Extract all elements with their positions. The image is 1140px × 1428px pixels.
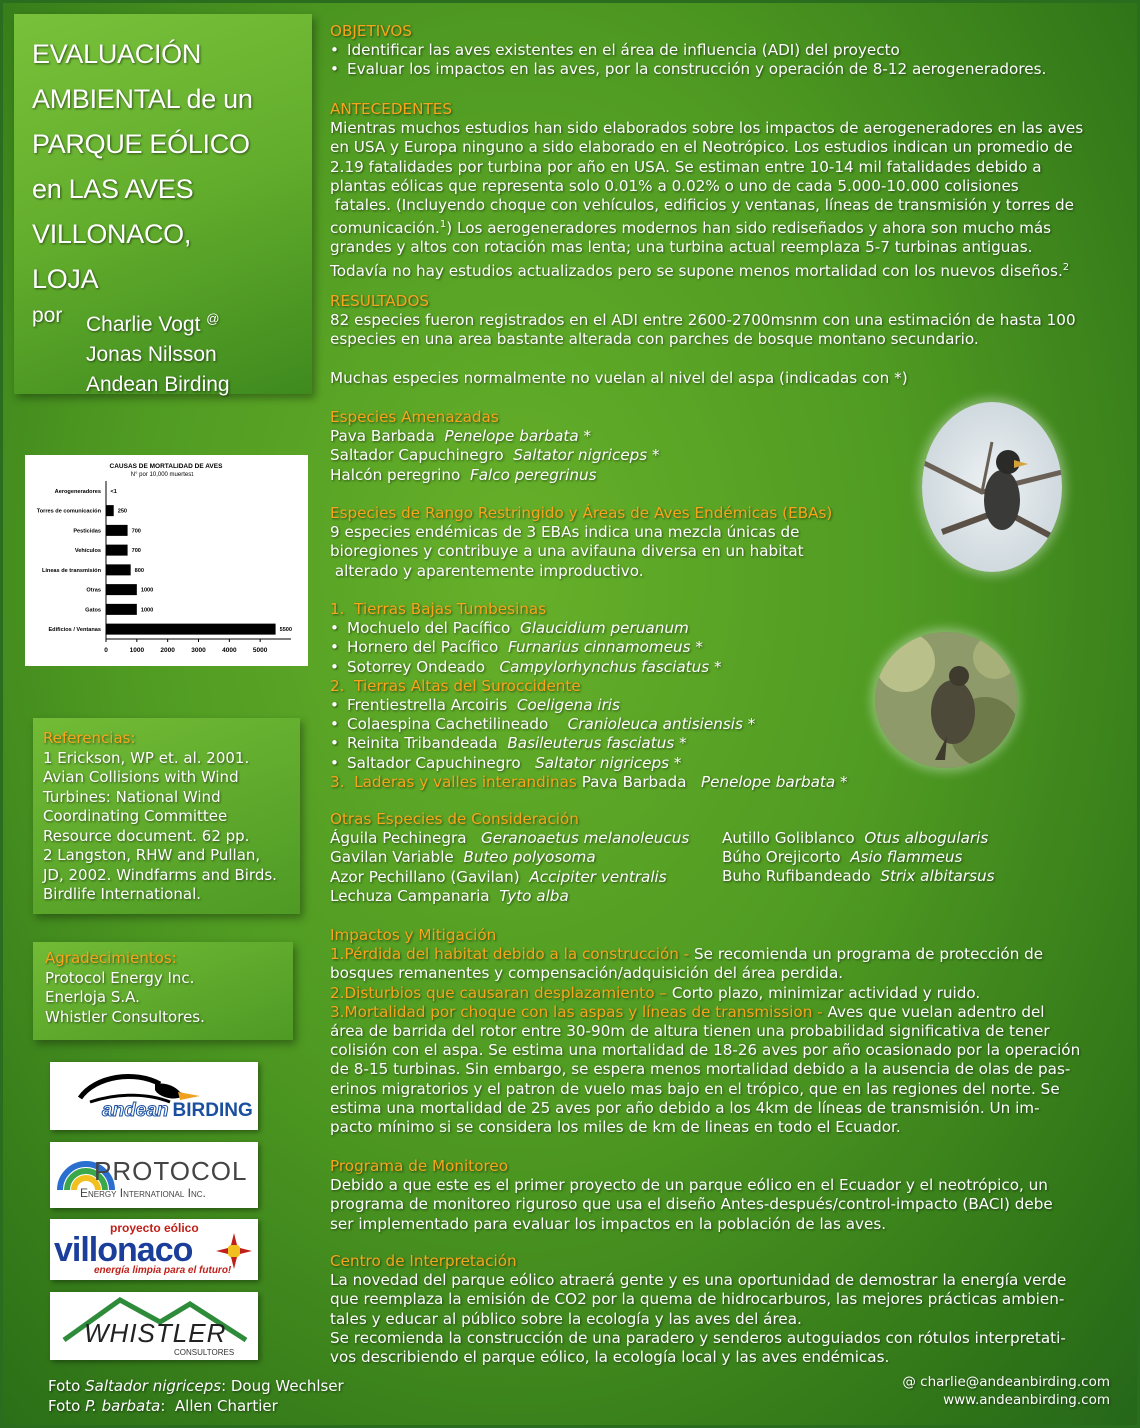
species-common: Azor Pechillano (Gavilan) bbox=[330, 867, 520, 886]
villonaco-logo bbox=[50, 1219, 258, 1280]
paragraph-fragment: Todavía no hay estudios actualizados pero se supone menos mortalidad con los nuevos diseños. bbox=[330, 261, 1063, 280]
acknowledgement-line: Enerloja S.A. bbox=[45, 988, 140, 1006]
bird-photo-saltador-image bbox=[922, 402, 1062, 572]
objectives-section bbox=[330, 22, 1046, 80]
author-name: Andean Birding bbox=[86, 373, 230, 396]
chart-bar bbox=[106, 564, 131, 575]
reference-line: Resource document. 62 pp. bbox=[43, 826, 250, 845]
species-scientific: Penelope barbata * bbox=[700, 772, 848, 791]
acknowledgements-heading: Agradecimientos: bbox=[45, 949, 177, 967]
impact-heading: 1.Pérdida del habitat debido a la construcción - bbox=[330, 945, 695, 964]
species-scientific: Strix albitarsus bbox=[880, 867, 995, 886]
credit-label: Foto bbox=[48, 1377, 81, 1395]
credit-author: : Allen Chartier bbox=[160, 1397, 278, 1415]
species-scientific: Accipiter ventralis bbox=[529, 867, 667, 886]
paragraph-line: grandes y altos con rotación mas lenta; una turbina actual reemplaza 5-7 turbinas antiguas. bbox=[330, 238, 1033, 257]
photo-credit bbox=[48, 1376, 344, 1396]
title-line: en LAS AVES bbox=[32, 174, 194, 204]
chart-category-label: Pesticidas bbox=[73, 528, 101, 535]
contact-info bbox=[902, 1373, 1110, 1409]
paragraph-line: tales y educar al público sobre la ecología y las aves del área. bbox=[330, 1309, 802, 1328]
chart-bar bbox=[106, 545, 128, 556]
whistler-logo bbox=[50, 1292, 258, 1360]
species-item bbox=[330, 829, 689, 848]
paragraph-line: Debido a que este es el primer proyecto de un parque eólico en el Ecuador y el neotrópico, un bbox=[330, 1176, 1048, 1195]
mortality-chart bbox=[25, 455, 308, 666]
paragraph-line: Mientras muchos estudios han sido elaborados sobre los impactos de aerogeneradores en las aves bbox=[330, 119, 1084, 138]
eba-heading: 1. Tierras Bajas Tumbesinas bbox=[330, 600, 547, 618]
species-item bbox=[330, 619, 848, 638]
chart-data-label: 800 bbox=[134, 567, 145, 574]
logo-text-villonaco: villonaco bbox=[54, 1231, 193, 1269]
eba-heading: 2. Tierras Altas del Suroccidente bbox=[330, 676, 581, 695]
paragraph-line bbox=[330, 984, 1080, 1003]
other-species-section bbox=[330, 810, 689, 906]
restricted-range-section bbox=[330, 504, 832, 581]
chart-data-label: <1 bbox=[110, 488, 117, 495]
reference-line: Turbines: National Wind bbox=[43, 787, 221, 806]
chart-x-tick-label: 5000 bbox=[252, 647, 268, 654]
paragraph-line bbox=[330, 215, 1083, 238]
other-species-right-column bbox=[722, 829, 995, 887]
mortality-chart-svg bbox=[25, 455, 308, 666]
species-item bbox=[722, 867, 995, 886]
paragraph-line: estima una mortalidad de 25 aves por año debido a los 4km de líneas de transmisión. Un im- bbox=[330, 1098, 1040, 1117]
logo-text-proyecto: proyecto eólico bbox=[110, 1221, 199, 1235]
title-line: LOJA bbox=[32, 264, 99, 294]
section-heading: Impactos y Mitigación bbox=[330, 926, 497, 944]
species-scientific: Buteo polyosoma bbox=[463, 848, 596, 867]
impact-heading: 2.Disturbios que causaran desplazamiento – bbox=[330, 983, 672, 1002]
chart-x-tick-label: 3000 bbox=[191, 647, 206, 654]
title-line: PARQUE EÓLICO bbox=[32, 129, 250, 159]
section-heading: Otras Especies de Consideración bbox=[330, 810, 579, 828]
andean-birding-logo bbox=[50, 1062, 258, 1130]
photo-credits bbox=[48, 1376, 344, 1416]
logo-slogan: energía limpia para el futuro! bbox=[94, 1265, 232, 1276]
section-heading: Programa de Monitoreo bbox=[330, 1157, 509, 1175]
species-common: Águila Pechinegra bbox=[330, 829, 467, 848]
paragraph-line bbox=[330, 1003, 1080, 1022]
chart-subtitle: N° por 10,000 muertes bbox=[130, 472, 192, 478]
chart-category-label: Otras bbox=[86, 587, 101, 594]
species-scientific: Campylorhynchus fasciatus * bbox=[499, 657, 722, 676]
threatened-species-section bbox=[330, 408, 660, 485]
paragraph-line: alterado y aparentemente improductivo. bbox=[330, 561, 644, 580]
credit-author: : Doug Wechlser bbox=[221, 1377, 344, 1395]
paragraph-line: de 8-15 turbinas. Sin embargo, se espera menos mortalidad debido a la ausencia de olas de pas- bbox=[330, 1060, 1071, 1079]
species-scientific: Geranoaetus melanoleucus bbox=[481, 829, 690, 848]
paragraph-line: Se recomienda la construcción de una paradero y senderos autoguiados con rótulos interpretati- bbox=[330, 1328, 1066, 1347]
title-line: AMBIENTAL de un bbox=[32, 84, 253, 114]
chart-data-label: 1000 bbox=[140, 607, 154, 614]
paragraph-line: pacto mínimo si se considera los miles de km de lineas en todo el Ecuador. bbox=[330, 1118, 901, 1137]
paragraph-line bbox=[330, 945, 1080, 964]
species-scientific: Tyto alba bbox=[499, 886, 569, 905]
species-item bbox=[330, 773, 848, 792]
species-scientific: Asio flammeus bbox=[850, 848, 963, 867]
reference-line: Avian Collisions with Wind bbox=[43, 768, 239, 786]
acknowledgements-box bbox=[33, 942, 293, 1040]
credit-species: P. barbata bbox=[85, 1397, 161, 1415]
objective-item: • Identificar las aves existentes en el área de influencia (ADI) del proyecto bbox=[330, 41, 1046, 60]
paragraph-line bbox=[330, 258, 1083, 281]
paragraph-line: vos describiendo el parque eólico, la ecología local y las aves endémicas. bbox=[330, 1348, 890, 1367]
species-common: Saltador Capuchinegro bbox=[347, 753, 521, 772]
chart-data-label: 700 bbox=[131, 548, 141, 555]
objective-item: • Evaluar los impactos en las aves, por la construcción y operación de 8-12 aerogeneradores. bbox=[330, 60, 1046, 79]
byline bbox=[32, 304, 312, 400]
species-scientific: Coeligena iris bbox=[516, 696, 620, 715]
chart-bar bbox=[106, 505, 114, 516]
species-scientific: Falco peregrinus bbox=[469, 465, 597, 484]
section-heading: Especies Amenazadas bbox=[330, 408, 499, 426]
species-item bbox=[330, 734, 848, 753]
bird-photo-pava-image bbox=[875, 632, 1017, 768]
paragraph-line: La novedad del parque eólico atraerá gente y es una oportunidad de demostrar la energía verde bbox=[330, 1271, 1067, 1290]
paragraph-line: programa de monitoreo riguroso que usa el diseño Antes-después/control-impacto (BACI) debe bbox=[330, 1195, 1053, 1214]
reference-line: JD, 2002. Windfarms and Birds. bbox=[43, 865, 277, 884]
contact-email[interactable]: @ charlie@andeanbirding.com bbox=[902, 1374, 1110, 1390]
species-item bbox=[330, 868, 689, 887]
chart-x-tick-label: 2000 bbox=[160, 647, 175, 654]
paragraph-line: ser implementado para evaluar los impactos en la población de las aves. bbox=[330, 1214, 887, 1233]
species-item bbox=[330, 887, 689, 906]
species-common: Mochuelo del Pacífico bbox=[347, 619, 511, 638]
references-box bbox=[33, 718, 300, 914]
species-scientific: Glaucidium peruanum bbox=[519, 619, 689, 638]
eba-section bbox=[330, 600, 848, 792]
species-scientific: Saltator nigriceps * bbox=[535, 753, 682, 772]
chart-category-label: Vehículos bbox=[74, 548, 101, 555]
chart-x-tick-label: 1000 bbox=[129, 647, 145, 654]
logo-text-protocol: PROTOCOL bbox=[94, 1156, 248, 1186]
species-item bbox=[330, 658, 848, 677]
species-common: Gavilan Variable bbox=[330, 848, 454, 867]
paragraph-line: especies en una area bastante alterada con parches de bosque montano secundario. bbox=[330, 330, 979, 349]
chart-bar bbox=[106, 525, 128, 536]
chart-x-tick-label: 0 bbox=[104, 647, 108, 654]
footnote-mark: 1 bbox=[439, 219, 447, 231]
species-item bbox=[330, 848, 689, 867]
protocol-logo bbox=[50, 1142, 258, 1208]
chart-data-label: 700 bbox=[131, 528, 141, 535]
photo-credit bbox=[48, 1396, 344, 1416]
species-scientific: Cranioleuca antisiensis * bbox=[567, 715, 756, 734]
eba-heading: 3. Laderas y valles interandinas bbox=[330, 772, 577, 791]
chart-category-label: Torres de comunicación bbox=[36, 508, 101, 515]
chart-category-label: Aerogeneradores bbox=[54, 488, 101, 495]
paragraph-fragment: Se recomienda un programa de protección de bbox=[694, 945, 1044, 964]
logo-text-whistler: WHISTLER bbox=[84, 1318, 227, 1348]
species-scientific: Otus albogularis bbox=[864, 829, 989, 847]
species-common: Buho Rufibandeado bbox=[722, 867, 871, 886]
chart-bar bbox=[106, 485, 107, 496]
species-item bbox=[330, 715, 848, 734]
species-common: Pava Barbada bbox=[330, 427, 435, 446]
title-line: VILLONACO, bbox=[32, 219, 192, 249]
section-heading: Centro de Interpretación bbox=[330, 1252, 517, 1270]
references-heading: Referencias: bbox=[43, 729, 136, 747]
interpretation-center-section bbox=[330, 1252, 1066, 1367]
species-common: Hornero del Pacífico bbox=[347, 638, 499, 657]
footnote-mark: 2 bbox=[1062, 261, 1070, 273]
species-item bbox=[330, 427, 660, 446]
species-common: Lechuza Campanaria bbox=[330, 886, 490, 905]
paragraph-fragment: Corto plazo, minimizar actividad y ruido. bbox=[671, 983, 981, 1002]
chart-bar bbox=[106, 624, 276, 635]
paragraph-line: en USA y Europa ninguno a sido elaborado en el Neotrópico. Los estudios indican un promedio de bbox=[330, 138, 1073, 157]
species-item bbox=[330, 466, 660, 485]
bird-photo-saltador bbox=[922, 402, 1062, 572]
paragraph-line: bosques remanentes y compensación/adquisición del área perdida. bbox=[330, 964, 844, 983]
species-scientific: Penelope barbata * bbox=[444, 427, 592, 446]
chart-data-label: 250 bbox=[117, 508, 128, 515]
chart-category-label: Gatos bbox=[85, 607, 101, 614]
species-common: Saltador Capuchinegro bbox=[330, 446, 504, 465]
paragraph-line: 9 especies endémicas de 3 EBAs indica una mezcla únicas de bbox=[330, 523, 800, 542]
chart-data-label: 5500 bbox=[279, 627, 293, 634]
species-common: Autillo Goliblanco bbox=[722, 829, 855, 847]
acknowledgement-line: Whistler Consultores. bbox=[45, 1007, 205, 1026]
logo-subtext-whistler: CONSULTORES bbox=[174, 1348, 235, 1357]
species-item bbox=[722, 848, 995, 867]
chart-category-label: Líneas de transmisión bbox=[41, 567, 101, 574]
species-common: Búho Orejicorto bbox=[722, 848, 841, 867]
species-item bbox=[330, 638, 848, 657]
species-item bbox=[330, 696, 848, 715]
bird-photo-pava bbox=[875, 632, 1017, 768]
reference-line: 2 Langston, RHW and Pullan, bbox=[43, 846, 261, 864]
contact-website[interactable]: www.andeanbirding.com bbox=[943, 1392, 1110, 1408]
logo-text-andean: andean bbox=[102, 1100, 169, 1121]
species-scientific: Furnarius cinnamomeus * bbox=[507, 638, 704, 657]
impacts-section bbox=[330, 926, 1080, 1137]
species-common: Pava Barbada bbox=[581, 772, 687, 791]
paragraph-line: que reemplaza la emisión de CO2 por la quema de hidrocarburos, las mejores prácticas ambien- bbox=[330, 1290, 1065, 1309]
paragraph-line: fatales. (Incluyendo choque con vehículos, edificios y ventanas, líneas de transmisión y torres de bbox=[330, 196, 1074, 215]
species-common: Colaespina Cachetilineado bbox=[347, 715, 549, 734]
results-section bbox=[330, 292, 1076, 388]
acknowledgement-line: Protocol Energy Inc. bbox=[45, 968, 195, 987]
byline-por: por bbox=[32, 304, 63, 327]
paragraph-line: bioregiones y contribuye a una avifauna diversa en un habitat bbox=[330, 542, 804, 561]
author-name: Charlie Vogt bbox=[86, 313, 201, 336]
species-item bbox=[330, 754, 848, 773]
chart-title: CAUSAS DE MORTALIDAD DE AVES bbox=[109, 463, 223, 470]
impact-heading: 3.Mortalidad por choque con las aspas y líneas de transmission - bbox=[330, 1002, 828, 1021]
species-common: Sotorrey Ondeado bbox=[347, 657, 486, 676]
paragraph-fragment: comunicación. bbox=[330, 219, 440, 238]
paragraph-line: plantas eólicas que representa solo 0.01% a 0.02% o uno de cada 5.000-10.000 colisiones bbox=[330, 176, 1019, 195]
title-line: EVALUACIÓN bbox=[32, 39, 202, 69]
paragraph-line: 2.19 fatalidades por turbina por año en USA. Se estiman entre 10-14 mil fatalidades debido a bbox=[330, 157, 1042, 176]
paragraph-fragment: ) Los aerogeneradores modernos han sido rediseñados y ahora son mucho más bbox=[446, 219, 1052, 238]
paragraph-line: 82 especies fueron registrados en el ADI entre 2600-2700msnm con una estimación de hasta 100 bbox=[330, 311, 1076, 330]
species-common: Reinita Tribandeada bbox=[347, 734, 498, 753]
species-common: Frentiestrella Arcoiris bbox=[347, 696, 508, 715]
paragraph-line: Muchas especies normalmente no vuelan al nivel del aspa (indicadas con *) bbox=[330, 368, 908, 387]
reference-line: Coordinating Committee bbox=[43, 807, 228, 825]
title-card bbox=[14, 14, 312, 394]
species-item bbox=[330, 446, 660, 465]
section-heading: RESULTADOS bbox=[330, 292, 430, 310]
chart-bar bbox=[106, 604, 137, 615]
section-heading: OBJETIVOS bbox=[330, 22, 412, 40]
paragraph-line: área de barrida del rotor entre 30-90m de altura tienen una probabilidad significativa de tener bbox=[330, 1022, 1050, 1041]
paragraph-line: colisión con el aspa. Se estima una mortalidad de 18-26 aves por año ocasionado por la operación bbox=[330, 1041, 1081, 1060]
chart-data-label: 1000 bbox=[140, 587, 154, 594]
chart-x-tick-label: 4000 bbox=[222, 647, 237, 654]
chart-bar bbox=[106, 584, 137, 595]
credit-species: Saltador nigriceps bbox=[85, 1377, 222, 1395]
species-item bbox=[722, 829, 995, 848]
reference-line: Birdlife International. bbox=[43, 885, 201, 903]
logo-subtext-protocol: Energy International Inc. bbox=[80, 1186, 206, 1200]
section-heading: Especies de Rango Restringido y Áreas de Aves Endémicas (EBAs) bbox=[330, 504, 833, 522]
monitoring-section bbox=[330, 1157, 1053, 1234]
author-name: Jonas Nilsson bbox=[86, 343, 217, 366]
chart-subtitle-note: 1 bbox=[191, 472, 194, 478]
chart-category-label: Edificios / Ventanas bbox=[48, 627, 101, 634]
background-section bbox=[330, 100, 1083, 281]
author-mark: @ bbox=[206, 311, 220, 326]
logo-text-birding: BIRDING bbox=[172, 1100, 253, 1121]
reference-line: 1 Erickson, WP et. al. 2001. bbox=[43, 748, 250, 767]
section-heading: ANTECEDENTES bbox=[330, 100, 452, 118]
paragraph-fragment: Aves que vuelan adentro del bbox=[827, 1002, 1045, 1021]
species-scientific: Basileuterus fasciatus * bbox=[507, 734, 687, 753]
credit-label: Foto bbox=[48, 1397, 81, 1415]
paragraph-line: erinos migratorios y el patron de vuelo mas bajo en el trópico, que en las regiones del norte. Se bbox=[330, 1079, 1060, 1098]
species-scientific: Saltator nigriceps * bbox=[513, 446, 660, 465]
species-common: Halcón peregrino bbox=[330, 465, 461, 484]
